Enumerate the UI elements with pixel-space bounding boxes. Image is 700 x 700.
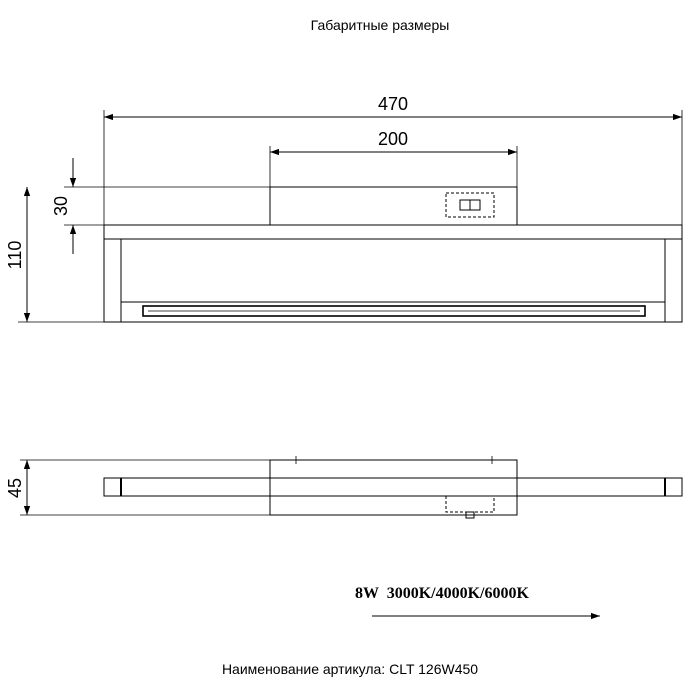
lamp-bar [121, 302, 665, 322]
front-view [104, 187, 682, 322]
dimension-label-470: 470 [377, 94, 409, 114]
dimension-200 [270, 129, 517, 187]
dimension-30 [51, 158, 270, 254]
top-view-bar [104, 478, 682, 496]
left-side-support [104, 239, 121, 322]
top-view-body [270, 460, 517, 515]
dimension-label-110: 110 [5, 240, 25, 270]
top-view [104, 456, 682, 518]
top-bar [104, 225, 682, 239]
drawing-title: Габаритные размеры [310, 17, 450, 33]
spec-line: 8W 3000K/4000K/6000K [355, 585, 529, 602]
dimension-label-45: 45 [5, 477, 25, 499]
article-name: Наименование артикула: CLT 126W450 [221, 661, 479, 677]
right-side-support [665, 239, 682, 322]
dimension-470 [104, 94, 682, 225]
dimension-label-200: 200 [377, 129, 409, 149]
switch-icon [446, 193, 494, 217]
dimension-45 [5, 460, 270, 515]
dimension-label-30: 30 [51, 195, 71, 217]
